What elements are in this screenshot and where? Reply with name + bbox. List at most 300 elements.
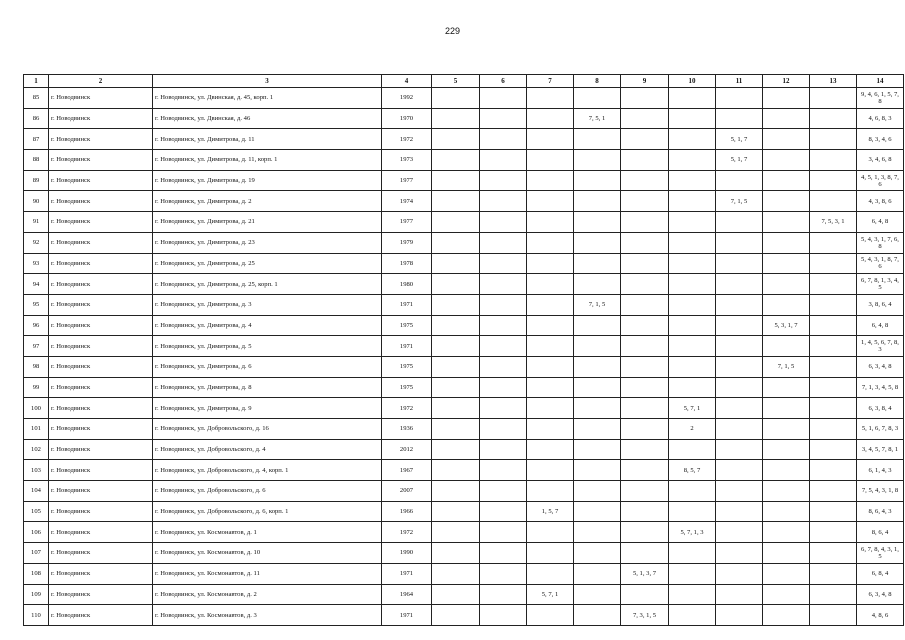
col7-cell (527, 605, 574, 626)
col12-cell (763, 605, 810, 626)
col11-cell (716, 274, 763, 295)
col13-cell (810, 253, 857, 274)
col13-cell (810, 129, 857, 150)
year-cell: 1971 (382, 563, 432, 584)
address-cell: г. Новодвинск, ул. Димитрова, д. 25, корп. 1 (153, 274, 382, 295)
col9-cell (621, 191, 669, 212)
col8-cell (574, 253, 621, 274)
row-number: 92 (24, 232, 49, 253)
col10-cell (669, 481, 716, 502)
col9-cell (621, 522, 669, 543)
year-cell: 1977 (382, 212, 432, 233)
col6-cell (480, 605, 527, 626)
col9-cell (621, 419, 669, 440)
col13-cell (810, 315, 857, 336)
col14-cell: 8, 3, 4, 6 (857, 129, 904, 150)
col13-cell (810, 522, 857, 543)
row-number: 89 (24, 170, 49, 191)
col14-cell: 4, 8, 6 (857, 605, 904, 626)
col13-cell (810, 605, 857, 626)
page-number: 229 (444, 26, 461, 36)
col14-cell: 7, 1, 3, 4, 5, 8 (857, 377, 904, 398)
year-cell: 1990 (382, 543, 432, 564)
col11-cell: 7, 1, 5 (716, 191, 763, 212)
col13-cell (810, 563, 857, 584)
col5-cell (432, 212, 480, 233)
col9-cell (621, 398, 669, 419)
year-cell: 1979 (382, 232, 432, 253)
address-cell: г. Новодвинск, ул. Добровольского, д. 16 (153, 419, 382, 440)
row-number: 87 (24, 129, 49, 150)
col12-cell (763, 274, 810, 295)
col5-cell (432, 88, 480, 109)
col7-cell (527, 481, 574, 502)
row-number: 106 (24, 522, 49, 543)
col11-cell (716, 481, 763, 502)
col13-cell (810, 460, 857, 481)
col14-cell: 6, 3, 4, 8 (857, 356, 904, 377)
table-row (24, 253, 904, 274)
col14-cell: 5, 4, 3, 1, 8, 7, 6 (857, 253, 904, 274)
table-row (24, 481, 904, 502)
address-cell: г. Новодвинск, ул. Димитрова, д. 5 (153, 336, 382, 357)
col5-cell (432, 460, 480, 481)
address-cell: г. Новодвинск, ул. Космонавтов, д. 10 (153, 543, 382, 564)
col14-cell: 5, 4, 3, 1, 7, 6, 8 (857, 232, 904, 253)
col7-cell (527, 522, 574, 543)
col11-cell (716, 522, 763, 543)
col9-cell (621, 543, 669, 564)
row-number: 105 (24, 501, 49, 522)
col14-cell: 6, 1, 4, 3 (857, 460, 904, 481)
address-cell: г. Новодвинск, ул. Димитрова, д. 23 (153, 232, 382, 253)
col13-cell (810, 88, 857, 109)
col6-cell (480, 191, 527, 212)
col11-cell (716, 543, 763, 564)
col10-cell (669, 191, 716, 212)
col14-cell: 7, 5, 4, 3, 1, 8 (857, 481, 904, 502)
col6-cell (480, 253, 527, 274)
header-row (24, 75, 904, 88)
col7-cell (527, 377, 574, 398)
col13-cell (810, 543, 857, 564)
col10-cell (669, 212, 716, 233)
city-cell: г. Новодвинск (49, 212, 153, 233)
col5-cell (432, 419, 480, 440)
col8-cell (574, 584, 621, 605)
year-cell: 1972 (382, 398, 432, 419)
table-row (24, 212, 904, 233)
row-number: 85 (24, 88, 49, 109)
row-number: 99 (24, 377, 49, 398)
col10-cell (669, 150, 716, 171)
col14-cell: 6, 4, 8 (857, 212, 904, 233)
col10-cell (669, 274, 716, 295)
col5-cell (432, 377, 480, 398)
col9-cell (621, 439, 669, 460)
table-row (24, 398, 904, 419)
col5-cell (432, 501, 480, 522)
row-number: 95 (24, 294, 49, 315)
col6-cell (480, 150, 527, 171)
col14-cell: 6, 3, 4, 8 (857, 584, 904, 605)
col8-cell (574, 543, 621, 564)
address-cell: г. Новодвинск, ул. Димитрова, д. 11 (153, 129, 382, 150)
col6-cell (480, 212, 527, 233)
col8-cell (574, 522, 621, 543)
col14-cell: 6, 8, 4 (857, 563, 904, 584)
col6-cell (480, 356, 527, 377)
col14-cell: 8, 6, 4, 3 (857, 501, 904, 522)
col13-cell (810, 398, 857, 419)
col7-cell (527, 336, 574, 357)
col10-cell (669, 129, 716, 150)
col11-cell (716, 336, 763, 357)
address-cell: г. Новодвинск, ул. Добровольского, д. 6, корп. 1 (153, 501, 382, 522)
city-cell: г. Новодвинск (49, 253, 153, 274)
col14-cell: 6, 7, 8, 1, 3, 4, 5 (857, 274, 904, 295)
col9-cell (621, 232, 669, 253)
city-cell: г. Новодвинск (49, 88, 153, 109)
row-number: 86 (24, 108, 49, 129)
col11-cell (716, 212, 763, 233)
col12-cell: 5, 3, 1, 7 (763, 315, 810, 336)
col13-cell (810, 170, 857, 191)
col14-cell: 4, 6, 8, 3 (857, 108, 904, 129)
address-cell: г. Новодвинск, ул. Космонавтов, д. 3 (153, 605, 382, 626)
col5-cell (432, 232, 480, 253)
col11-cell (716, 419, 763, 440)
col7-cell (527, 212, 574, 233)
city-cell: г. Новодвинск (49, 150, 153, 171)
col5-cell (432, 315, 480, 336)
col7-cell (527, 460, 574, 481)
city-cell: г. Новодвинск (49, 336, 153, 357)
col8-cell: 7, 5, 1 (574, 108, 621, 129)
column-header: 12 (763, 75, 810, 88)
col13-cell (810, 356, 857, 377)
col7-cell (527, 398, 574, 419)
col8-cell (574, 419, 621, 440)
col14-cell: 3, 4, 6, 8 (857, 150, 904, 171)
city-cell: г. Новодвинск (49, 232, 153, 253)
col11-cell (716, 584, 763, 605)
col6-cell (480, 315, 527, 336)
col8-cell (574, 274, 621, 295)
col8-cell (574, 563, 621, 584)
col8-cell (574, 191, 621, 212)
col12-cell (763, 419, 810, 440)
col6-cell (480, 336, 527, 357)
table-row (24, 88, 904, 109)
col14-cell: 3, 8, 6, 4 (857, 294, 904, 315)
city-cell: г. Новодвинск (49, 315, 153, 336)
col10-cell: 2 (669, 419, 716, 440)
col7-cell (527, 543, 574, 564)
table-row (24, 129, 904, 150)
table-row (24, 274, 904, 295)
col8-cell (574, 481, 621, 502)
col5-cell (432, 150, 480, 171)
col6-cell (480, 522, 527, 543)
city-cell: г. Новодвинск (49, 481, 153, 502)
column-header: 9 (621, 75, 669, 88)
city-cell: г. Новодвинск (49, 605, 153, 626)
col8-cell (574, 605, 621, 626)
col5-cell (432, 108, 480, 129)
city-cell: г. Новодвинск (49, 129, 153, 150)
col12-cell (763, 108, 810, 129)
col11-cell (716, 170, 763, 191)
row-number: 93 (24, 253, 49, 274)
col7-cell (527, 419, 574, 440)
col13-cell: 7, 5, 3, 1 (810, 212, 857, 233)
col7-cell (527, 129, 574, 150)
col9-cell (621, 356, 669, 377)
col9-cell (621, 460, 669, 481)
col12-cell (763, 253, 810, 274)
col10-cell (669, 377, 716, 398)
city-cell: г. Новодвинск (49, 419, 153, 440)
col9-cell (621, 108, 669, 129)
year-cell: 2012 (382, 439, 432, 460)
col11-cell (716, 232, 763, 253)
column-header: 8 (574, 75, 621, 88)
col6-cell (480, 294, 527, 315)
col11-cell (716, 88, 763, 109)
col12-cell (763, 150, 810, 171)
table-row (24, 543, 904, 564)
col6-cell (480, 543, 527, 564)
col9-cell (621, 88, 669, 109)
col7-cell (527, 88, 574, 109)
col13-cell (810, 419, 857, 440)
city-cell: г. Новодвинск (49, 108, 153, 129)
col10-cell (669, 605, 716, 626)
table-row (24, 584, 904, 605)
col6-cell (480, 377, 527, 398)
col13-cell (810, 336, 857, 357)
table-row (24, 315, 904, 336)
address-cell: г. Новодвинск, ул. Двинская, д. 46 (153, 108, 382, 129)
row-number: 98 (24, 356, 49, 377)
col10-cell (669, 336, 716, 357)
col8-cell (574, 501, 621, 522)
col5-cell (432, 170, 480, 191)
row-number: 97 (24, 336, 49, 357)
col11-cell (716, 294, 763, 315)
col14-cell: 1, 4, 5, 6, 7, 8, 3 (857, 336, 904, 357)
col13-cell (810, 377, 857, 398)
col12-cell (763, 522, 810, 543)
row-number: 107 (24, 543, 49, 564)
col11-cell: 5, 1, 7 (716, 150, 763, 171)
col10-cell (669, 501, 716, 522)
col8-cell (574, 232, 621, 253)
col10-cell (669, 170, 716, 191)
city-cell: г. Новодвинск (49, 543, 153, 564)
col7-cell (527, 563, 574, 584)
col9-cell (621, 253, 669, 274)
col5-cell (432, 294, 480, 315)
row-number: 91 (24, 212, 49, 233)
year-cell: 1980 (382, 274, 432, 295)
col9-cell (621, 212, 669, 233)
col10-cell (669, 88, 716, 109)
col14-cell: 6, 7, 8, 4, 3, 1, 5 (857, 543, 904, 564)
column-header: 4 (382, 75, 432, 88)
col8-cell (574, 315, 621, 336)
column-header: 1 (24, 75, 49, 88)
col10-cell: 5, 7, 1 (669, 398, 716, 419)
col8-cell (574, 88, 621, 109)
column-header: 3 (153, 75, 382, 88)
year-cell: 1971 (382, 294, 432, 315)
col8-cell (574, 377, 621, 398)
col7-cell (527, 253, 574, 274)
col6-cell (480, 274, 527, 295)
column-header: 7 (527, 75, 574, 88)
col10-cell (669, 356, 716, 377)
col5-cell (432, 274, 480, 295)
col6-cell (480, 419, 527, 440)
col14-cell: 4, 5, 1, 3, 8, 7, 6 (857, 170, 904, 191)
col7-cell (527, 439, 574, 460)
table-row (24, 460, 904, 481)
col5-cell (432, 584, 480, 605)
address-cell: г. Новодвинск, ул. Димитрова, д. 19 (153, 170, 382, 191)
col12-cell (763, 336, 810, 357)
table-row (24, 294, 904, 315)
row-number: 102 (24, 439, 49, 460)
col6-cell (480, 129, 527, 150)
table-row (24, 439, 904, 460)
col9-cell (621, 377, 669, 398)
col13-cell (810, 274, 857, 295)
col11-cell (716, 315, 763, 336)
col9-cell (621, 481, 669, 502)
col9-cell: 7, 3, 1, 5 (621, 605, 669, 626)
city-cell: г. Новодвинск (49, 398, 153, 419)
col12-cell (763, 170, 810, 191)
col13-cell (810, 439, 857, 460)
column-header: 10 (669, 75, 716, 88)
year-cell: 1972 (382, 129, 432, 150)
city-cell: г. Новодвинск (49, 460, 153, 481)
address-cell: г. Новодвинск, ул. Димитрова, д. 4 (153, 315, 382, 336)
col6-cell (480, 170, 527, 191)
col5-cell (432, 191, 480, 212)
address-cell: г. Новодвинск, ул. Димитрова, д. 25 (153, 253, 382, 274)
col13-cell (810, 150, 857, 171)
table-row (24, 356, 904, 377)
city-cell: г. Новодвинск (49, 191, 153, 212)
col5-cell (432, 129, 480, 150)
col10-cell (669, 584, 716, 605)
col11-cell (716, 605, 763, 626)
row-number: 110 (24, 605, 49, 626)
col14-cell: 6, 3, 8, 4 (857, 398, 904, 419)
col9-cell (621, 584, 669, 605)
col5-cell (432, 605, 480, 626)
col12-cell (763, 377, 810, 398)
city-cell: г. Новодвинск (49, 501, 153, 522)
col8-cell (574, 150, 621, 171)
col6-cell (480, 108, 527, 129)
col12-cell (763, 88, 810, 109)
address-cell: г. Новодвинск, ул. Димитрова, д. 11, корп. 1 (153, 150, 382, 171)
table-row (24, 605, 904, 626)
col5-cell (432, 336, 480, 357)
col7-cell (527, 294, 574, 315)
col11-cell (716, 439, 763, 460)
col7-cell (527, 232, 574, 253)
col5-cell (432, 543, 480, 564)
address-cell: г. Новодвинск, ул. Добровольского, д. 4 (153, 439, 382, 460)
year-cell: 1971 (382, 605, 432, 626)
col11-cell (716, 460, 763, 481)
col6-cell (480, 460, 527, 481)
housing-table (23, 74, 904, 626)
col5-cell (432, 563, 480, 584)
col8-cell (574, 439, 621, 460)
col9-cell (621, 274, 669, 295)
year-cell: 1967 (382, 460, 432, 481)
table-row (24, 522, 904, 543)
col7-cell (527, 170, 574, 191)
column-header: 5 (432, 75, 480, 88)
year-cell: 1973 (382, 150, 432, 171)
table-row (24, 232, 904, 253)
col11-cell (716, 501, 763, 522)
col5-cell (432, 356, 480, 377)
col14-cell: 9, 4, 6, 1, 5, 7, 8 (857, 88, 904, 109)
city-cell: г. Новодвинск (49, 563, 153, 584)
row-number: 90 (24, 191, 49, 212)
column-header: 2 (49, 75, 153, 88)
col8-cell (574, 398, 621, 419)
row-number: 101 (24, 419, 49, 440)
year-cell: 1966 (382, 501, 432, 522)
table-row (24, 191, 904, 212)
col6-cell (480, 398, 527, 419)
city-cell: г. Новодвинск (49, 584, 153, 605)
col12-cell (763, 501, 810, 522)
col10-cell: 5, 7, 1, 3 (669, 522, 716, 543)
col9-cell (621, 315, 669, 336)
col6-cell (480, 439, 527, 460)
column-header: 14 (857, 75, 904, 88)
column-header: 13 (810, 75, 857, 88)
city-cell: г. Новодвинск (49, 274, 153, 295)
city-cell: г. Новодвинск (49, 170, 153, 191)
col12-cell (763, 398, 810, 419)
address-cell: г. Новодвинск, ул. Добровольского, д. 6 (153, 481, 382, 502)
col12-cell (763, 191, 810, 212)
col9-cell (621, 294, 669, 315)
col14-cell: 3, 4, 5, 7, 8, 1 (857, 439, 904, 460)
col12-cell (763, 460, 810, 481)
col7-cell: 5, 7, 1 (527, 584, 574, 605)
col13-cell (810, 584, 857, 605)
table-row (24, 419, 904, 440)
col9-cell (621, 336, 669, 357)
col10-cell (669, 253, 716, 274)
year-cell: 1978 (382, 253, 432, 274)
year-cell: 1972 (382, 522, 432, 543)
year-cell: 1977 (382, 170, 432, 191)
year-cell: 2007 (382, 481, 432, 502)
